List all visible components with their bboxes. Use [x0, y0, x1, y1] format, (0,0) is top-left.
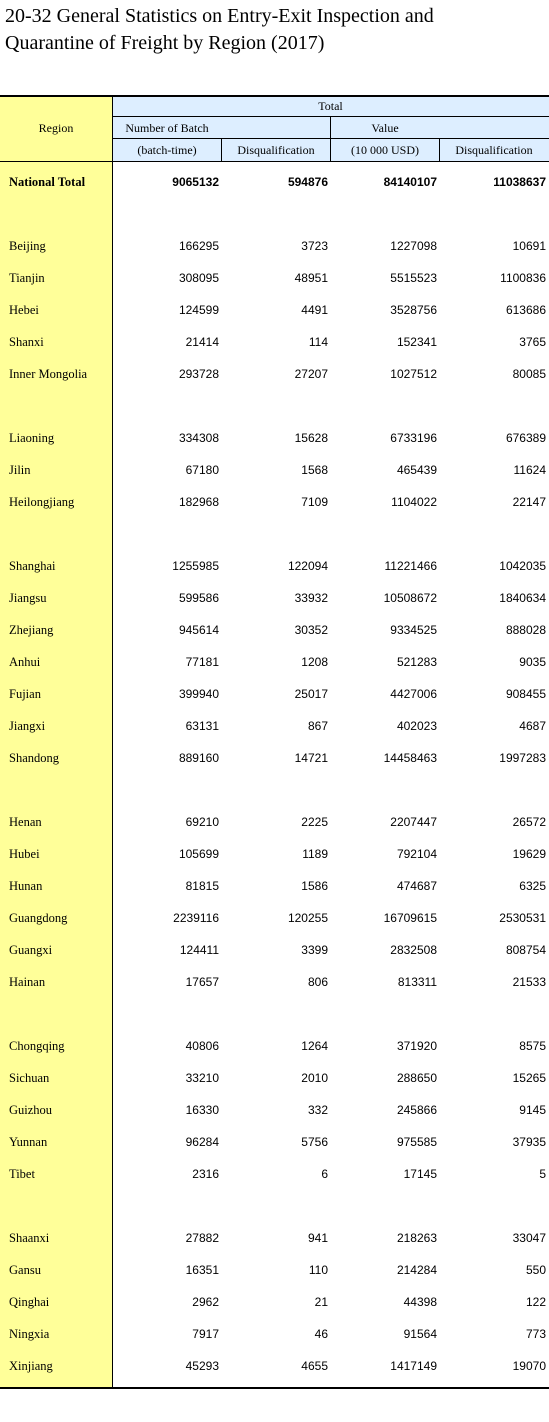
value-disqualification-cell: 11624: [513, 463, 546, 477]
value-cell: 5515523: [390, 271, 437, 285]
batch-disqualification-cell: 941: [307, 1231, 328, 1245]
region-cell: Tianjin: [9, 271, 45, 285]
value-disqualification-cell: 37935: [512, 1135, 546, 1149]
batch-cell: 2316: [192, 1167, 219, 1181]
table-row: [0, 747, 549, 771]
value-disqualification-cell: 1997283: [499, 751, 546, 765]
value-cell: 371920: [396, 1039, 437, 1053]
table-bottom-rule: [0, 1387, 549, 1389]
value-cell: 792104: [396, 847, 437, 861]
batch-cell: 40806: [185, 1039, 219, 1053]
title-line-2: Quarantine of Freight by Region (2017): [5, 32, 325, 54]
batch-cell: 124599: [178, 303, 219, 317]
value-cell: 288650: [396, 1071, 437, 1085]
region-cell: Beijing: [9, 239, 46, 253]
region-cell: Qinghai: [9, 1295, 50, 1309]
batch-disqualification-cell: 25017: [294, 687, 328, 701]
table-row: [0, 1131, 549, 1155]
batch-disqualification-cell: 2010: [301, 1071, 328, 1085]
page-title: [5, 3, 545, 57]
batch-cell: 1255985: [172, 559, 219, 573]
batch-cell: 63131: [185, 719, 219, 733]
batch-cell: 2239116: [173, 911, 219, 925]
batch-disqualification-cell: 806: [307, 975, 328, 989]
table-row: [0, 459, 549, 483]
batch-disqualification-cell: 1208: [301, 655, 328, 669]
value-disqualification-cell: 613686: [505, 303, 546, 317]
value-cell: 1027512: [390, 367, 437, 381]
region-cell: Sichuan: [9, 1071, 50, 1085]
table-row: [0, 843, 549, 867]
table-row: [0, 875, 549, 899]
batch-cell: 81815: [185, 879, 219, 893]
value-disqualification-cell: 9035: [519, 655, 546, 669]
table-row: [0, 1035, 549, 1059]
region-cell: Yunnan: [9, 1135, 48, 1149]
batch-cell: 293728: [178, 367, 219, 381]
table-row-national-total: [0, 171, 549, 195]
table-row: [0, 811, 549, 835]
region-cell: Shanxi: [9, 335, 44, 349]
value-disqualification-cell: 1042035: [499, 559, 546, 573]
value-unit-header: (10 000 USD): [351, 143, 419, 157]
region-cell: Jiangsu: [9, 591, 47, 605]
table-row: [0, 299, 549, 323]
batch-cell: 67180: [185, 463, 219, 477]
table-row: [0, 555, 549, 579]
value-cell: 2207447: [390, 815, 437, 829]
batch-cell: 334308: [178, 431, 219, 445]
batch-cell: 16330: [185, 1103, 219, 1117]
batch-cell: 77181: [185, 655, 219, 669]
batch-disqualification-cell: 332: [307, 1103, 328, 1117]
table-row: [0, 1163, 549, 1187]
batch-cell: 16351: [185, 1263, 219, 1277]
value-disqualification-cell: 122: [525, 1295, 546, 1309]
value-cell: 44398: [403, 1295, 437, 1309]
batch-unit-header: (batch-time): [137, 143, 197, 157]
batch-disqualification-cell: 1264: [301, 1039, 328, 1053]
table-row: [0, 1323, 549, 1347]
value-disqualification-cell: 33047: [512, 1231, 546, 1245]
region-header: Region: [38, 121, 74, 135]
value-disqualification-cell: 908455: [505, 687, 546, 701]
batch-cell: 69210: [185, 815, 219, 829]
batch-cell: 45293: [185, 1359, 219, 1373]
value-cell: 4427006: [390, 687, 437, 701]
value-cell: 218263: [396, 1231, 437, 1245]
region-cell: Inner Mongolia: [9, 367, 88, 381]
value-disqualification-cell: 80085: [512, 367, 546, 381]
value-disqualification-cell: 8575: [519, 1039, 546, 1053]
value-cell: 11221466: [384, 559, 437, 573]
table-row: [0, 907, 549, 931]
batch-header: Number of Batch: [125, 121, 209, 135]
batch-disqualification-cell: 110: [308, 1263, 328, 1277]
total-header: Total: [318, 99, 343, 113]
value-disqualification-cell: 676389: [505, 431, 546, 445]
region-cell: Jiangxi: [9, 719, 46, 733]
region-cell: Gansu: [9, 1263, 41, 1277]
table-row: [0, 619, 549, 643]
region-cell: Hubei: [9, 847, 40, 861]
region-cell: Shanghai: [9, 559, 56, 573]
region-cell: National Total: [9, 175, 86, 189]
value-disqualification-cell: 15265: [512, 1071, 546, 1085]
region-cell: Hunan: [9, 879, 43, 893]
batch-cell: 308095: [178, 271, 219, 285]
batch-disqualification-cell: 4491: [301, 303, 328, 317]
table-row: [0, 331, 549, 355]
value-cell: 14458463: [383, 751, 437, 765]
batch-disqualification-cell: 21: [314, 1295, 328, 1309]
value-disqualification-cell: 4687: [519, 719, 546, 733]
table-row: [0, 715, 549, 739]
table-row: [0, 683, 549, 707]
region-cell: Heilongjiang: [9, 495, 75, 509]
batch-disqualification-cell: 33932: [294, 591, 328, 605]
batch-cell: 599586: [178, 591, 219, 605]
batch-cell: 21414: [185, 335, 219, 349]
batch-disqualification-cell: 1586: [301, 879, 328, 893]
batch-disqualification-cell: 114: [308, 335, 328, 349]
table-top-rule: [0, 95, 549, 97]
value-cell: 3528756: [390, 303, 437, 317]
batch-disqualification-cell: 30352: [294, 623, 328, 637]
batch-cell: 166295: [178, 239, 219, 253]
value-cell: 813311: [397, 975, 437, 989]
region-cell: Xinjiang: [9, 1359, 53, 1373]
batch-disqualification-cell: 48951: [294, 271, 328, 285]
value-cell: 975585: [396, 1135, 437, 1149]
table-row: [0, 939, 549, 963]
value-cell: 1227098: [390, 239, 437, 253]
region-cell: Shandong: [9, 751, 59, 765]
batch-disqualification-cell: 15628: [294, 431, 328, 445]
value-disqualification-cell: 1840634: [499, 591, 546, 605]
table-row: [0, 267, 549, 291]
region-cell: Guangxi: [9, 943, 53, 957]
value-cell: 214284: [396, 1263, 437, 1277]
region-cell: Jilin: [9, 463, 31, 477]
value-disqualification-cell: 21533: [512, 975, 546, 989]
value-disqualification-cell: 773: [525, 1327, 546, 1341]
batch-disqualification-cell: 1568: [301, 463, 328, 477]
batch-disqualification-cell: 5756: [301, 1135, 328, 1149]
table-row: [0, 427, 549, 451]
value-cell: 1104022: [391, 495, 437, 509]
batch-disqualification-cell: 4655: [301, 1359, 328, 1373]
batch-disqualification-cell: 27207: [294, 367, 328, 381]
value-cell: 521283: [396, 655, 437, 669]
value-disqualification-cell: 26572: [512, 815, 546, 829]
batch-disqualification-cell: 120255: [287, 911, 328, 925]
batch-disqualification-cell: 46: [314, 1327, 328, 1341]
table-row: [0, 1067, 549, 1091]
title-line-1: 20-32 General Statistics on Entry-Exit Inspection and: [5, 5, 434, 27]
table-row: [0, 1099, 549, 1123]
value-disqualification-cell: 22147: [512, 495, 546, 509]
value-cell: 402023: [396, 719, 437, 733]
batch-cell: 889160: [178, 751, 219, 765]
batch-cell: 17657: [185, 975, 219, 989]
value-disqualification-cell: 19629: [512, 847, 546, 861]
value-disqualification-cell: 1100836: [500, 271, 546, 285]
batch-disqualification-cell: 1189: [302, 847, 328, 861]
batch-cell: 105699: [178, 847, 219, 861]
table-row: [0, 1259, 549, 1283]
table-row: [0, 363, 549, 387]
table-row: [0, 1355, 549, 1379]
batch-disqualification-cell: 6: [321, 1167, 328, 1181]
region-cell: Liaoning: [9, 431, 55, 445]
region-cell: Zhejiang: [9, 623, 54, 637]
batch-disqualification-cell: 14721: [294, 751, 328, 765]
value-disqualification-cell: 5: [539, 1167, 546, 1181]
batch-cell: 182968: [178, 495, 219, 509]
value-cell: 6733196: [390, 431, 437, 445]
batch-cell: 27882: [185, 1231, 219, 1245]
batch-disqualification-cell: 2225: [301, 815, 328, 829]
value-cell: 84140107: [383, 175, 437, 189]
table-row: [0, 235, 549, 259]
batch-disqualification-cell: 122094: [287, 559, 328, 573]
region-cell: Anhui: [9, 655, 41, 669]
region-cell: Tibet: [9, 1167, 35, 1181]
table-row: [0, 587, 549, 611]
value-disqualification-cell: 9145: [519, 1103, 546, 1117]
region-cell: Guizhou: [9, 1103, 53, 1117]
region-cell: Ningxia: [9, 1327, 50, 1341]
table-row: [0, 971, 549, 995]
batch-cell: 9065132: [172, 175, 219, 189]
value-disqualification-cell: 3765: [519, 335, 546, 349]
value-cell: 10508672: [383, 591, 437, 605]
region-cell: Chongqing: [9, 1039, 65, 1053]
table-row: [0, 491, 549, 515]
table-row: [0, 651, 549, 675]
value-disqualification-cell: 19070: [512, 1359, 546, 1373]
region-cell: Henan: [9, 815, 42, 829]
value-disqualification-cell: 6325: [519, 879, 546, 893]
batch-disqualification-cell: 7109: [301, 495, 328, 509]
batch-disqualification-cell: 867: [307, 719, 328, 733]
value-cell: 91564: [403, 1327, 437, 1341]
region-cell: Shaanxi: [9, 1231, 50, 1245]
batch-disqualification-header: Disqualification: [237, 143, 315, 157]
header-bottom-rule: [0, 161, 549, 162]
region-cell: Fujian: [9, 687, 41, 701]
batch-cell: 2962: [192, 1295, 219, 1309]
value-cell: 2832508: [390, 943, 437, 957]
value-cell: 245866: [396, 1103, 437, 1117]
region-cell: Hebei: [9, 303, 39, 317]
value-disqualification-cell: 888028: [505, 623, 546, 637]
batch-disqualification-cell: 594876: [287, 175, 328, 189]
value-disqualification-cell: 10691: [512, 239, 546, 253]
value-disqualification-cell: 2530531: [499, 911, 546, 925]
value-cell: 16709615: [383, 911, 437, 925]
batch-disqualification-cell: 3723: [301, 239, 328, 253]
region-cell: Hainan: [9, 975, 46, 989]
value-disqualification-cell: 11038637: [493, 175, 546, 189]
value-cell: 9334525: [390, 623, 437, 637]
batch-cell: 7917: [192, 1327, 219, 1341]
value-disqualification-cell: 550: [525, 1263, 546, 1277]
batch-cell: 945614: [178, 623, 219, 637]
batch-cell: 124411: [179, 943, 219, 957]
value-cell: 474687: [396, 879, 437, 893]
table-row: [0, 1227, 549, 1251]
batch-disqualification-cell: 3399: [301, 943, 328, 957]
value-disqualification-cell: 808754: [505, 943, 546, 957]
batch-cell: 96284: [185, 1135, 219, 1149]
batch-cell: 33210: [185, 1071, 219, 1085]
value-cell: 17145: [403, 1167, 437, 1181]
statistics-table: [0, 95, 549, 1389]
batch-cell: 399940: [178, 687, 219, 701]
value-cell: 1417149: [390, 1359, 437, 1373]
value-cell: 465439: [396, 463, 437, 477]
value-cell: 152341: [396, 335, 437, 349]
region-cell: Guangdong: [9, 911, 68, 925]
table-row: [0, 1291, 549, 1315]
value-header: Value: [371, 121, 399, 135]
value-disqualification-header: Disqualification: [455, 143, 533, 157]
